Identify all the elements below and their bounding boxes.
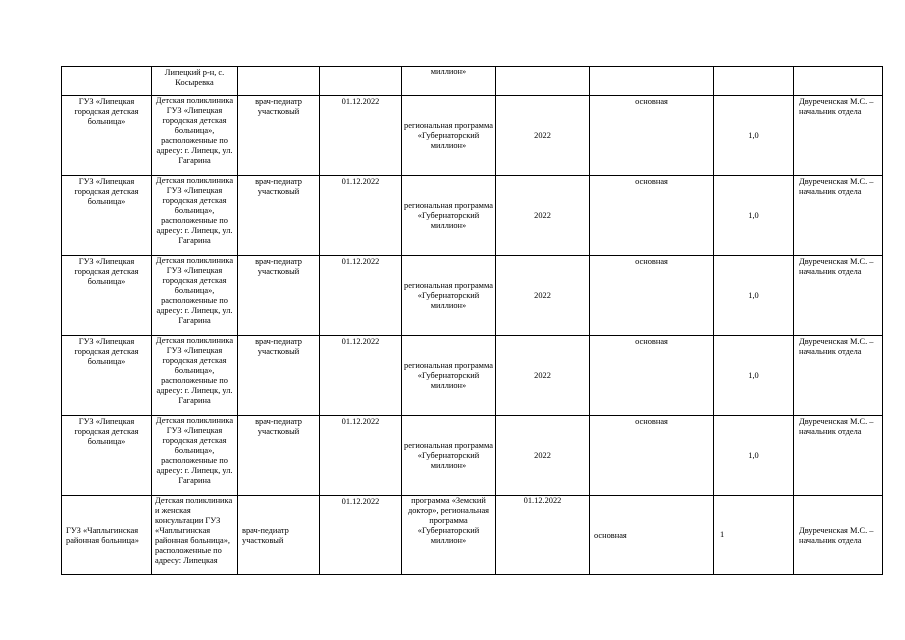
cell-responsible: Двуреченская М.С. – начальник отдела bbox=[794, 496, 883, 575]
cell-location: Детская поликлиника ГУЗ «Липецкая городская детская больница», расположенные по адресу: г. Липецк, ул. Гагарина bbox=[152, 416, 238, 496]
cell-position: врач-педиатр участковый bbox=[238, 256, 320, 336]
cell-year: 01.12.2022 bbox=[496, 496, 590, 575]
cell-institution: ГУЗ «Липецкая городская детская больница» bbox=[62, 256, 152, 336]
cell-status: основная bbox=[590, 256, 714, 336]
table-row bbox=[62, 256, 883, 336]
cell-status: основная bbox=[590, 416, 714, 496]
cell-program: региональная программа «Губернаторский миллион» bbox=[402, 336, 496, 416]
cell-program: региональная программа «Губернаторский миллион» bbox=[402, 256, 496, 336]
cell-program: программа «Земский доктор», региональная программа «Губернаторский миллион» bbox=[402, 496, 496, 575]
cell-responsible: Двуреченская М.С. – начальник отдела bbox=[794, 96, 883, 176]
cell-responsible bbox=[794, 67, 883, 96]
cell-date: 01.12.2022 bbox=[320, 176, 402, 256]
cell-location: Детская поликлиника ГУЗ «Липецкая городская детская больница», расположенные по адресу: г. Липецк, ул. Гагарина bbox=[152, 336, 238, 416]
cell-date: 01.12.2022 bbox=[320, 256, 402, 336]
table-row bbox=[62, 176, 883, 256]
cell-position: врач-педиатр участковый bbox=[238, 96, 320, 176]
cell-location-text: Липецкий р-н, с. Косыревка bbox=[164, 68, 225, 87]
cell-program: региональная программа «Губернаторский миллион» bbox=[402, 96, 496, 176]
cell-rate: 1,0 bbox=[714, 96, 794, 176]
cell-rate: 1 bbox=[714, 496, 794, 575]
cell-year: 2022 bbox=[496, 416, 590, 496]
cell-position: врач-педиатр участковый bbox=[238, 496, 320, 575]
table-row bbox=[62, 496, 883, 575]
table-row-continuation bbox=[62, 67, 883, 96]
cell-institution: ГУЗ «Липецкая городская детская больница» bbox=[62, 336, 152, 416]
cell-responsible: Двуреченская М.С. – начальник отдела bbox=[794, 336, 883, 416]
cell-program: региональная программа «Губернаторский миллион» bbox=[402, 416, 496, 496]
cell-location: Детская поликлиника ГУЗ «Липецкая городская детская больница», расположенные по адресу: г. Липецк, ул. Гагарина bbox=[152, 96, 238, 176]
cell-institution bbox=[62, 67, 152, 96]
cell-position bbox=[238, 67, 320, 96]
cell-date: 01.12.2022 bbox=[320, 336, 402, 416]
cell-position: врач-педиатр участковый bbox=[238, 416, 320, 496]
table-row bbox=[62, 416, 883, 496]
cell-rate bbox=[714, 67, 794, 96]
cell-status: основная bbox=[590, 176, 714, 256]
cell-program bbox=[402, 67, 496, 96]
cell-status bbox=[590, 67, 714, 96]
vacancy-table bbox=[61, 66, 883, 575]
cell-status: основная bbox=[590, 496, 714, 575]
cell-status: основная bbox=[590, 96, 714, 176]
cell-rate: 1,0 bbox=[714, 256, 794, 336]
cell-year: 2022 bbox=[496, 96, 590, 176]
cell-institution: ГУЗ «Липецкая городская детская больница» bbox=[62, 176, 152, 256]
cell-location: Детская поликлиника ГУЗ «Липецкая городская детская больница», расположенные по адресу: г. Липецк, ул. Гагарина bbox=[152, 176, 238, 256]
cell-location bbox=[152, 67, 238, 96]
cell-year: 2022 bbox=[496, 256, 590, 336]
table-body bbox=[62, 67, 883, 575]
cell-location: Детская поликлиника и женская консультации ГУЗ «Чаплыгинская районная больница», расположенные по адресу: Липецкая bbox=[152, 496, 238, 575]
cell-date: 01.12.2022 bbox=[320, 496, 402, 575]
cell-rate: 1,0 bbox=[714, 176, 794, 256]
cell-rate: 1,0 bbox=[714, 336, 794, 416]
cell-institution: ГУЗ «Липецкая городская детская больница» bbox=[62, 416, 152, 496]
cell-responsible: Двуреченская М.С. – начальник отдела bbox=[794, 176, 883, 256]
cell-position: врач-педиатр участковый bbox=[238, 176, 320, 256]
cell-date bbox=[320, 67, 402, 96]
cell-responsible: Двуреченская М.С. – начальник отдела bbox=[794, 256, 883, 336]
cell-institution: ГУЗ «Чаплыгинская районная больница» bbox=[62, 496, 152, 575]
cell-rate: 1,0 bbox=[714, 416, 794, 496]
cell-year bbox=[496, 67, 590, 96]
cell-status: основная bbox=[590, 336, 714, 416]
cell-institution: ГУЗ «Липецкая городская детская больница» bbox=[62, 96, 152, 176]
cell-responsible: Двуреченская М.С. – начальник отдела bbox=[794, 416, 883, 496]
cell-position: врач-педиатр участковый bbox=[238, 336, 320, 416]
cell-year: 2022 bbox=[496, 336, 590, 416]
cell-program-text: миллион» bbox=[430, 67, 467, 76]
cell-location: Детская поликлиника ГУЗ «Липецкая городская детская больница», расположенные по адресу: г. Липецк, ул. Гагарина bbox=[152, 256, 238, 336]
table-row bbox=[62, 96, 883, 176]
table-row bbox=[62, 336, 883, 416]
cell-program: региональная программа «Губернаторский миллион» bbox=[402, 176, 496, 256]
cell-date: 01.12.2022 bbox=[320, 96, 402, 176]
cell-date: 01.12.2022 bbox=[320, 416, 402, 496]
cell-year: 2022 bbox=[496, 176, 590, 256]
